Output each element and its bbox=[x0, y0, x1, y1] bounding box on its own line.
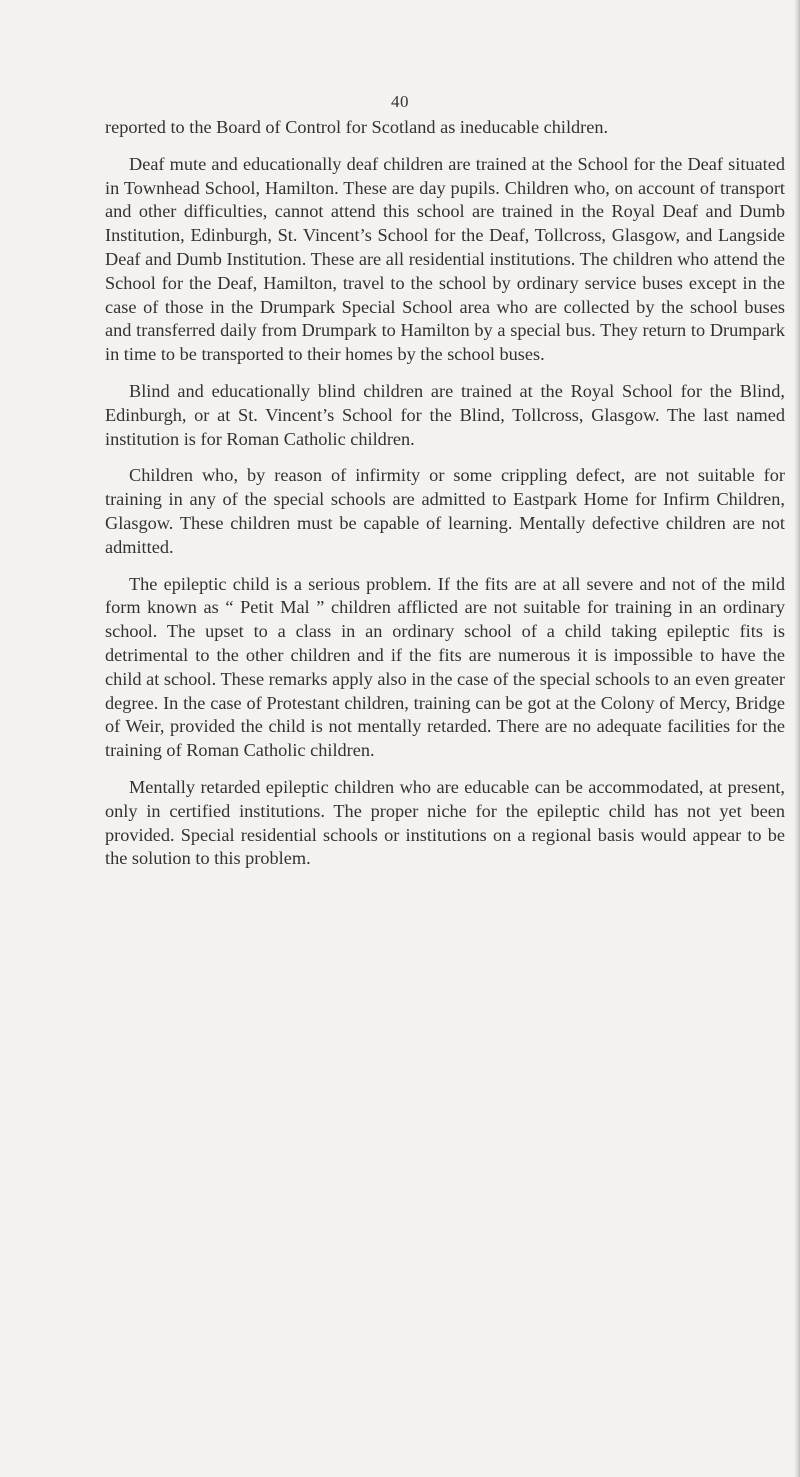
paragraph-epileptic-child: The epileptic child is a serious problem. If the fits are at all severe and not of the mild form known as “ Petit Mal ” children afflicted are not suitable for training in an ordinary school. The upset to a class in an ordinary school of a child taking epileptic fits is detrimental to the other children and if the fits are numerous it is impossible to have the child at school. These remarks apply also in the case of the special schools to an even greater degree. In the case of Protestant children, training can be got at the Colony of Mercy, Bridge of Weir, provided the child is not mentally retarded. There are no adequate facilities for the training of Roman Catholic children. bbox=[105, 573, 785, 761]
page-body bbox=[105, 116, 785, 884]
paragraph-blind-children: Blind and educationally blind children are trained at the Royal School for the Blind, Edinburgh, or at St. Vincent’s School for the Blind, Tollcross, Glasgow. The last named institution is for Roman Catholic children. bbox=[105, 380, 785, 449]
paragraph-infirm-children: Children who, by reason of infirmity or some crippling defect, are not suitable for training in any of the special schools are admitted to Eastpark Home for Infirm Children, Glasgow. These children must be capable of learning. Mentally defective children are not admitted. bbox=[105, 465, 785, 557]
paragraph-continuation: reported to the Board of Control for Scotland as ineducable children. bbox=[105, 117, 609, 137]
paragraph-deaf-children: Deaf mute and educationally deaf children are trained at the School for the Deaf situated in Townhead School, Hamilton. These are day pupils. Children who, on account of transport and other difficulties, cannot attend this school are trained in the Royal Deaf and Dumb Institution, Edinburgh, St. Vincent’s School for the Deaf, Tollcross, Glasgow, and Langside Deaf and Dumb Institution. These are all residential institutions. The children who attend the School for the Deaf, Hamilton, travel to the school by ordinary service buses except in the case of those in the Drumpark Special School area who are collected by the school buses and transferred daily from Drumpark to Hamilton by a special bus. They return to Drumpark in time to be transported to their homes by the school buses. bbox=[105, 153, 785, 365]
page-number: 40 bbox=[391, 92, 409, 111]
paragraph-retarded-epileptic: Mentally retarded epileptic children who are educable can be accommodated, at present, only in certified institutions. The proper niche for the epileptic child has not yet been provided. Special residential schools or institutions on a regional basis would appear to be the solution to this problem. bbox=[105, 776, 785, 869]
page-edge-shadow bbox=[794, 0, 800, 1477]
